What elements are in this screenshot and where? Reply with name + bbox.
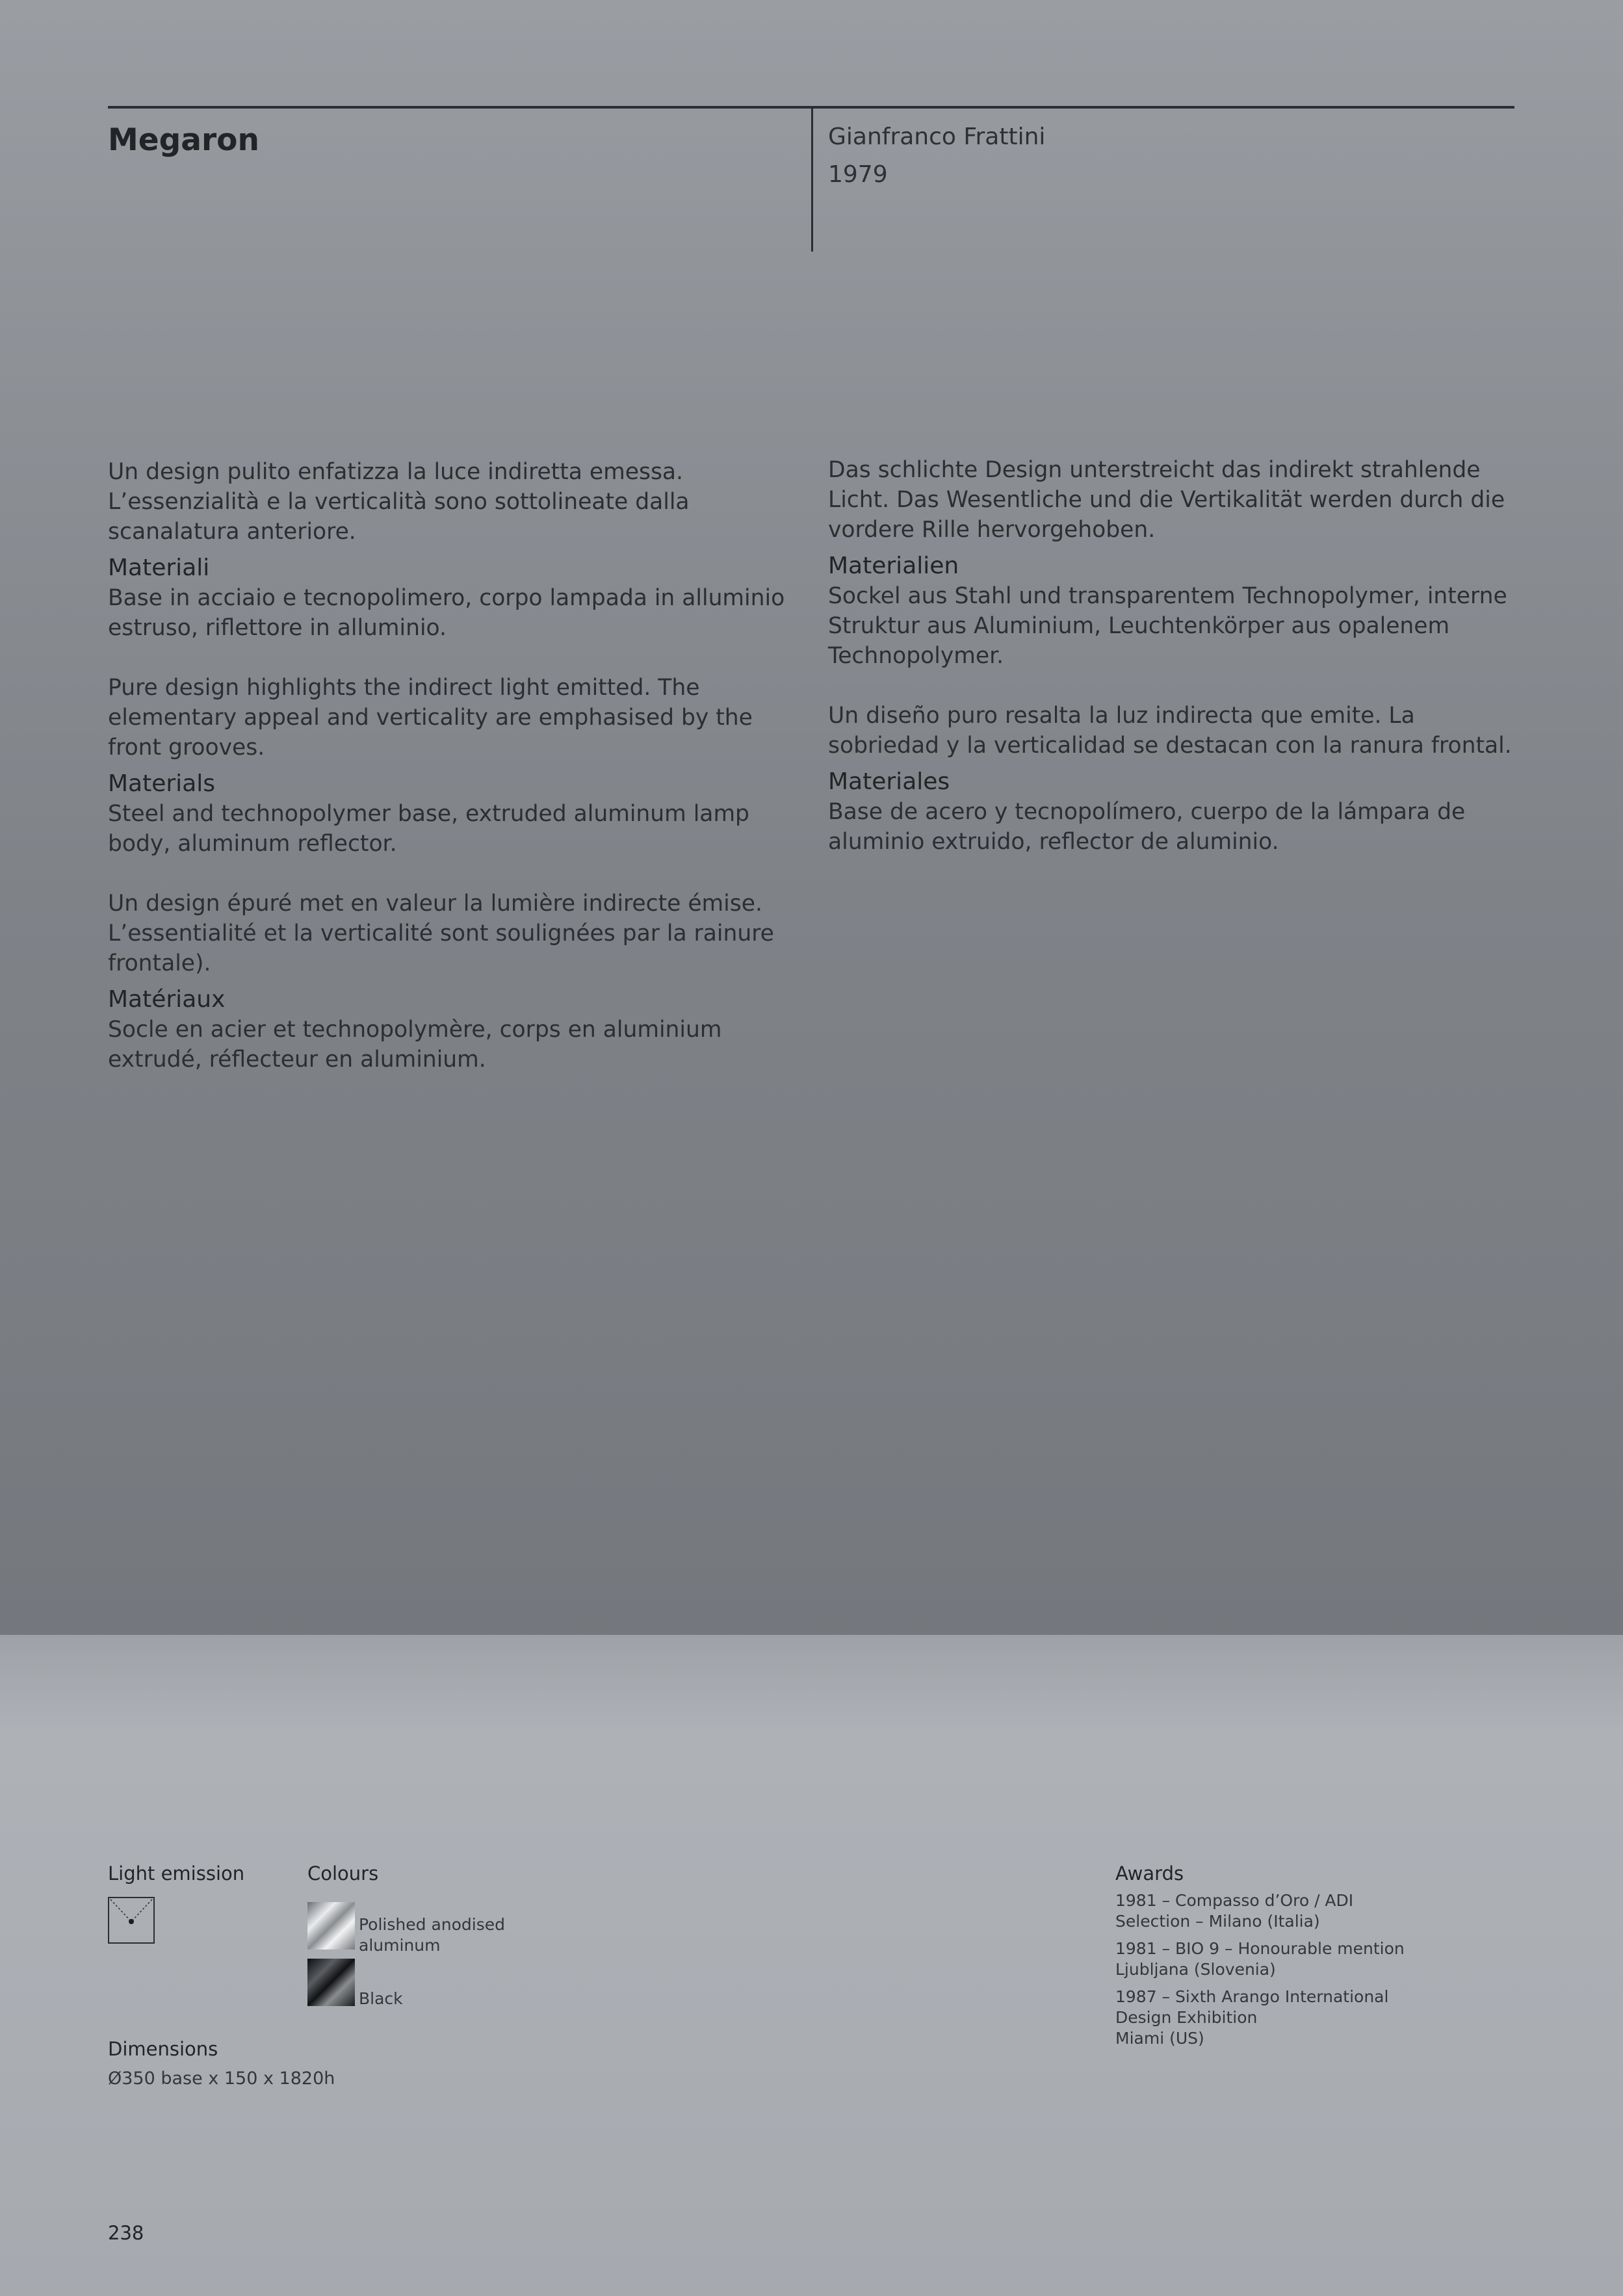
italian-description: Un design pulito enfatizza la luce indiretta emessa. L’essenzialità e la verticalità sono sottolineate dalla scanalatura anteriore. [108,459,690,545]
german-materials-heading: Materialien [828,553,959,579]
product-title: Megaron [108,122,259,158]
right-text-column [828,455,1527,857]
italian-materials-heading: Materiali [108,554,210,581]
french-materials-heading: Matériaux [108,986,226,1013]
design-year: 1979 [828,161,888,188]
light-emission-icon [108,1897,155,1944]
light-emission-label: Light emission [108,1862,245,1885]
english-description: Pure design highlights the indirect light emitted. The elementary appeal and verticality are emphasised by the front grooves. [108,675,753,761]
french-description: Un design épuré met en valeur la lumière indirecte émise. L’essentialité et la verticalité sont soulignées par la rainure frontale). [108,891,774,976]
english-materials-heading: Materials [108,770,216,797]
dimensions-value: Ø350 base x 150 x 1820h [108,2068,335,2089]
page-number: 238 [108,2222,144,2244]
designer-name: Gianfranco Frattini [828,124,1046,150]
award-2: 1981 – BIO 9 – Honourable mention Ljubljana (Slovenia) [1115,1939,1405,1979]
awards-label: Awards [1115,1862,1184,1885]
header-divider [811,107,813,252]
dimensions-label: Dimensions [108,2038,218,2060]
left-text-column [108,457,803,1075]
spanish-materials-heading: Materiales [828,768,950,795]
german-materials: Sockel aus Stahl und transparentem Technopolymer, interne Struktur aus Aluminium, Leuchtenkörper aus opalenem Technopolymer. [828,583,1507,669]
colours-label: Colours [307,1862,379,1885]
black-swatch [307,1959,355,2006]
spanish-materials: Base de acero y tecnopolímero, cuerpo de la lámpara de aluminio extruido, reflector de aluminio. [828,799,1466,855]
english-materials: Steel and technopolymer base, extruded aluminum lamp body, aluminum reflector. [108,801,749,857]
german-description: Das schlichte Design unterstreicht das indirekt strahlende Licht. Das Wesentliche und die Vertikalität werden durch die vordere Rille hervorgehoben. [828,457,1505,543]
spanish-description: Un diseño puro resalta la luz indirecta que emite. La sobriedad y la verticalidad se destacan con la ranura frontal. [828,703,1512,759]
award-3: 1987 – Sixth Arango International Design Exhibition Miami (US) [1115,1987,1389,2048]
italian-materials: Base in acciaio e tecnopolimero, corpo lampada in alluminio estruso, riflettore in alluminio. [108,585,785,641]
awards-list [1115,1890,1405,2055]
french-materials: Socle en acier et technopolymère, corps en aluminium extrudé, réflecteur en aluminium. [108,1017,722,1073]
award-1: 1981 – Compasso d’Oro / ADI Selection – Milano (Italia) [1115,1891,1354,1931]
polished-aluminum-label: Polished anodised aluminum [359,1915,505,1955]
black-label: Black [359,1989,403,2008]
polished-aluminum-swatch [307,1902,355,1950]
